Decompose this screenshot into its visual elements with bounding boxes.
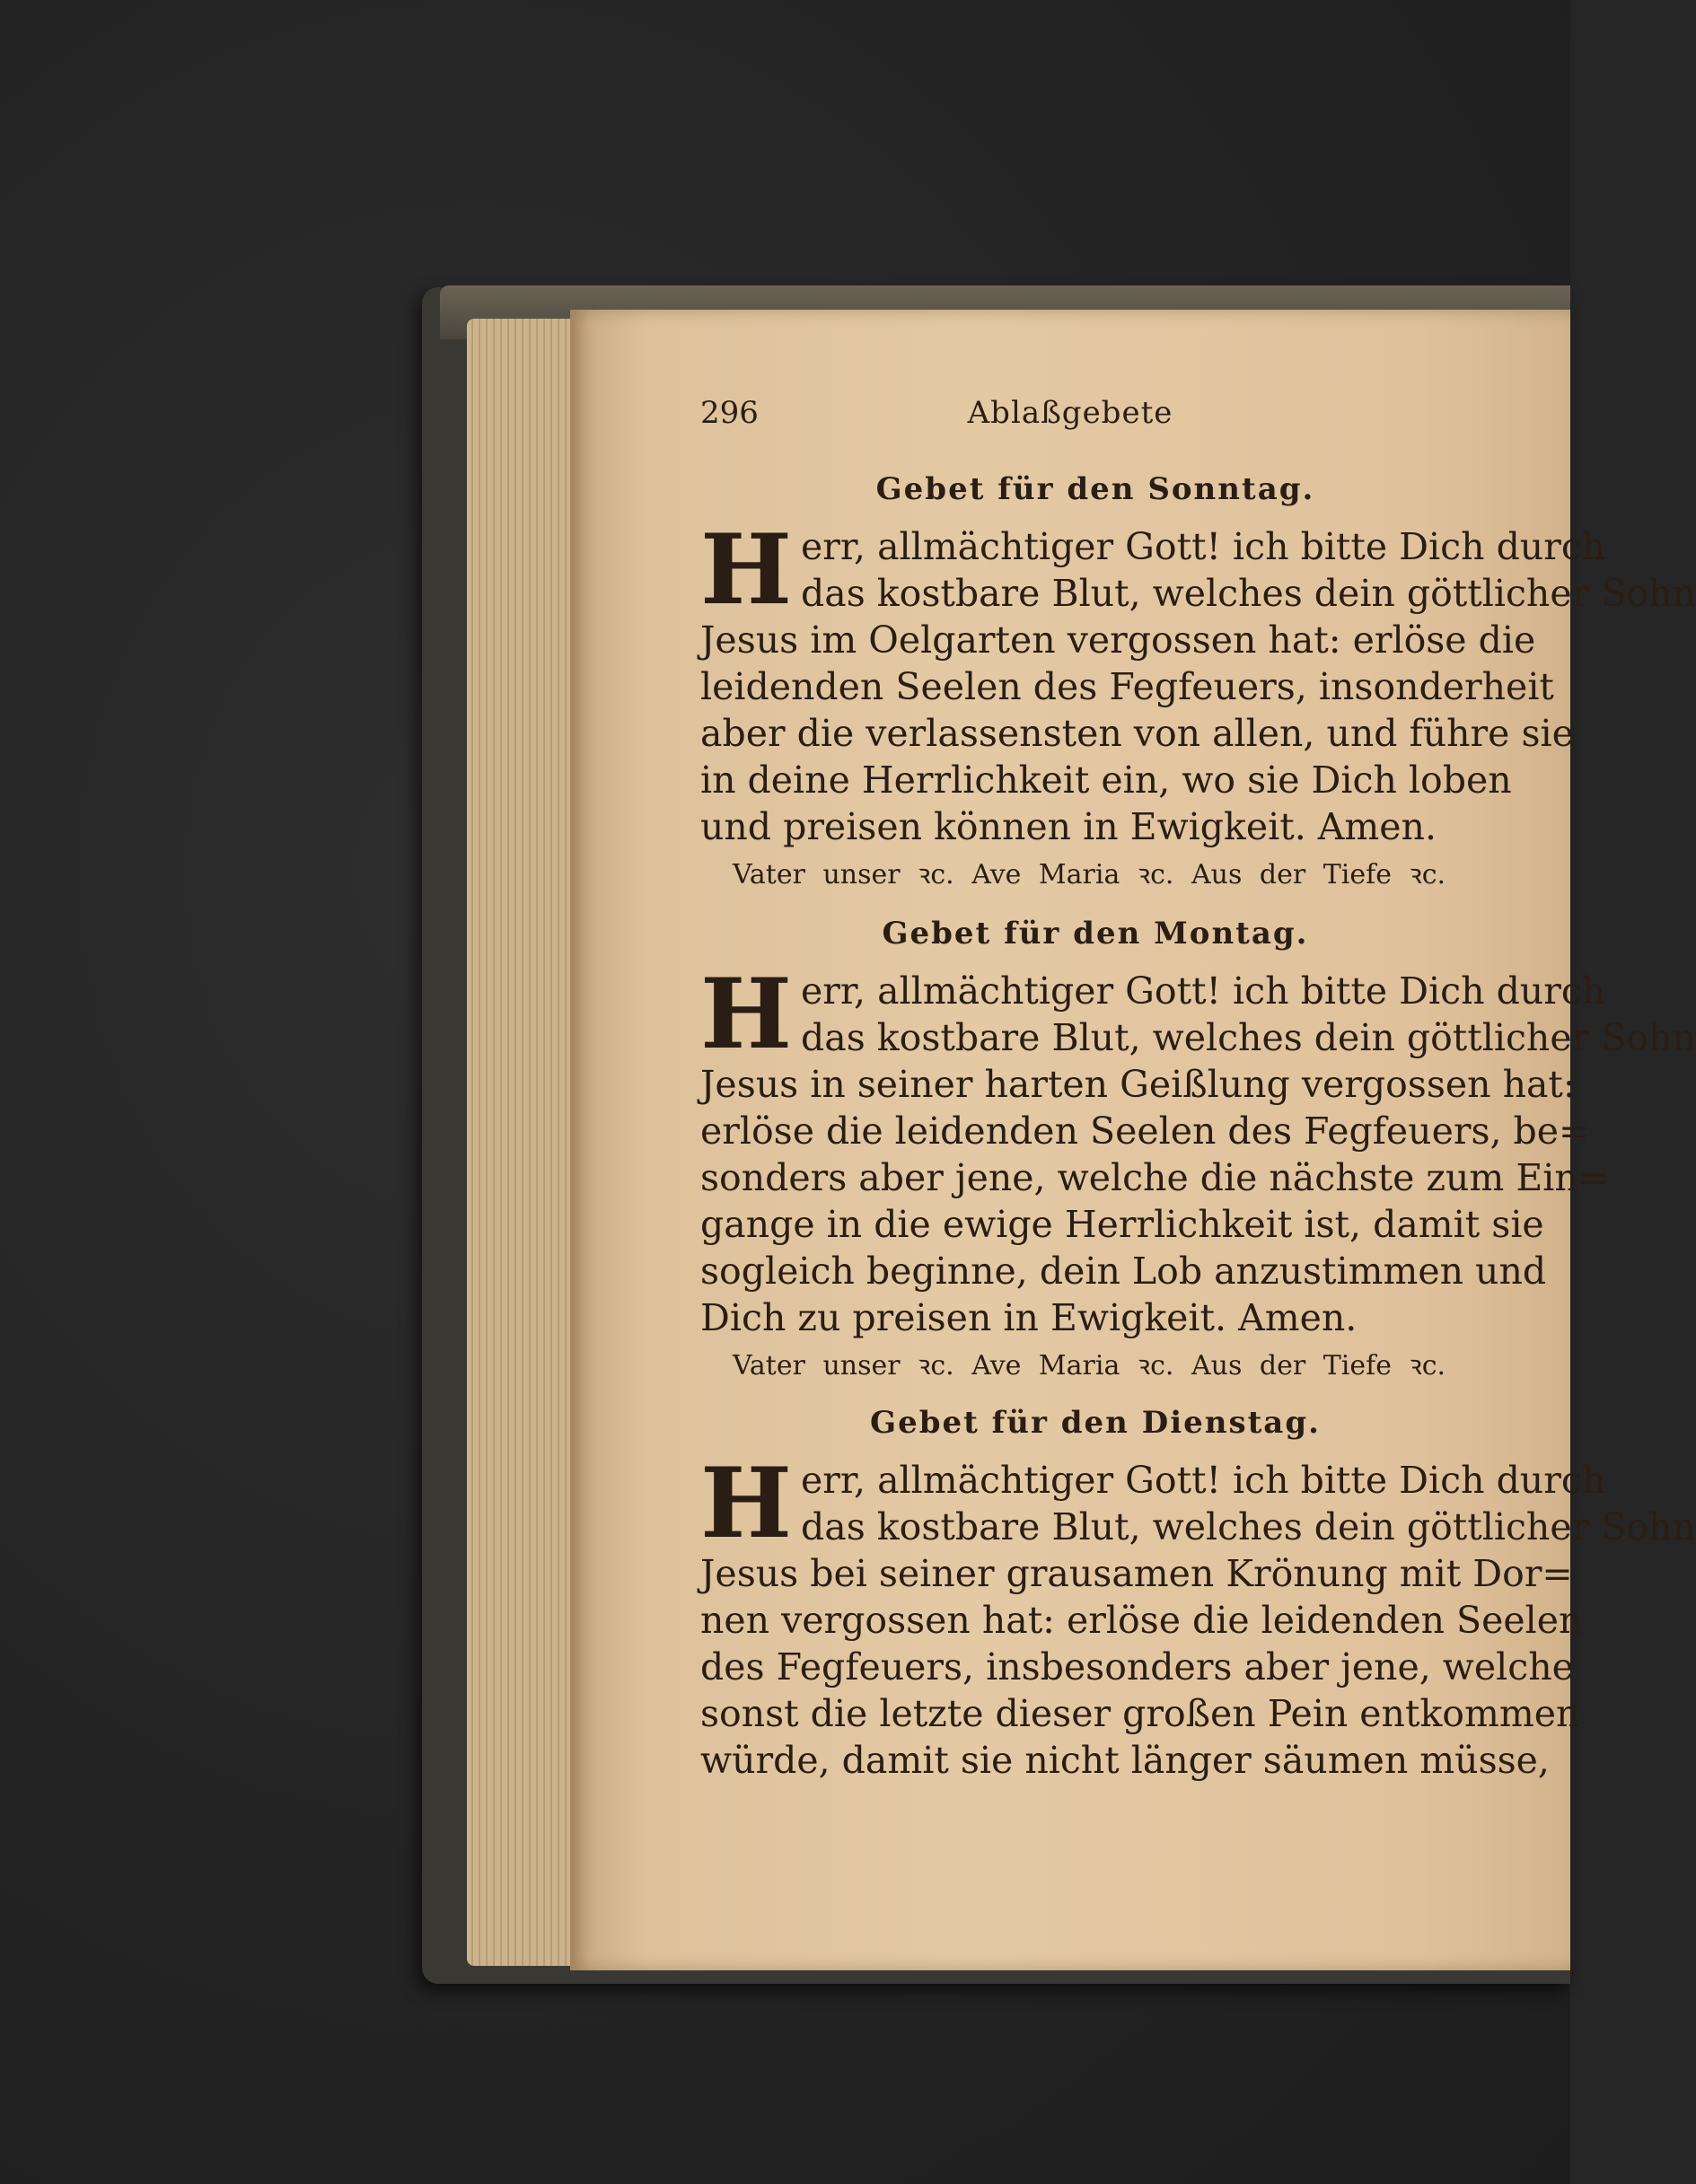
section-title: Gebet für den Montag. (882, 916, 1309, 952)
page-edges (467, 319, 575, 1966)
text-line: nen vergossen hat: erlöse die leidenden Seelen (700, 1599, 1583, 1642)
text-line: erlöse die leidenden Seelen des Fegfeuers, be= (700, 1110, 1590, 1153)
prayer-refrain: Vater unser ꝛc. Ave Maria ꝛc. Aus der Tiefe ꝛc. (733, 1350, 1446, 1381)
drop-cap-initial: H (700, 1447, 793, 1560)
section-title: Gebet für den Dienstag. (870, 1405, 1321, 1441)
text-line: Jesus im Oelgarten vergossen hat: erlöse die (700, 618, 1536, 662)
text-line: sonders aber jene, welche die nächste zum Ein= (700, 1156, 1610, 1199)
prayer-section-monday (700, 907, 1696, 1386)
text-line: sogleich beginne, dein Lob anzustimmen und (700, 1250, 1547, 1293)
text-line: aber die verlassensten von allen, und führe sie (700, 712, 1574, 755)
prayer-refrain: Vater unser ꝛc. Ave Maria ꝛc. Aus der Tiefe ꝛc. (733, 859, 1446, 890)
text-line: leidenden Seelen des Fegfeuers, insonderheit (700, 665, 1554, 708)
text-line: würde, damit sie nicht länger säumen müsse, (700, 1739, 1550, 1782)
text-line: sonst die letzte dieser großen Pein entkommen (700, 1692, 1580, 1735)
drop-cap-initial: H (700, 958, 793, 1071)
text-line: err, allmächtiger Gott! ich bitte Dich durch (801, 1459, 1606, 1502)
drop-cap-initial: H (700, 513, 793, 627)
text-line: des Fegfeuers, insbesonders aber jene, welche (700, 1645, 1574, 1688)
text-line: gange in die ewige Herrlichkeit ist, damit sie (700, 1203, 1544, 1246)
text-line: Jesus in seiner harten Geißlung vergossen hat: (700, 1063, 1576, 1106)
prayer-text (700, 1447, 1696, 1784)
text-line: das kostbare Blut, welches dein göttlicher Sohn (801, 1016, 1696, 1059)
page-number: 296 (700, 395, 759, 431)
prayer-section-tuesday (700, 1396, 1696, 1784)
prayer-text (700, 958, 1696, 1341)
text-line: Jesus bei seiner grausamen Krönung mit Dor= (700, 1552, 1573, 1595)
book-page (570, 310, 1696, 1970)
running-title: Ablaßgebete (967, 395, 1173, 431)
prayer-text (700, 513, 1696, 850)
text-line: err, allmächtiger Gott! ich bitte Dich durch (801, 525, 1606, 568)
text-line: Dich zu preisen in Ewigkeit. Amen. (700, 1296, 1358, 1339)
text-line: in deine Herrlichkeit ein, wo sie Dich loben (700, 759, 1512, 802)
text-line: das kostbare Blut, welches dein göttlicher Sohn (801, 572, 1696, 615)
section-title: Gebet für den Sonntag. (875, 471, 1315, 507)
page-header (570, 395, 1570, 440)
text-line: und preisen können in Ewigkeit. Amen. (700, 805, 1437, 848)
text-line: das kostbare Blut, welches dein göttlicher Sohn (801, 1505, 1696, 1548)
prayer-section-sunday (700, 462, 1696, 895)
text-line: err, allmächtiger Gott! ich bitte Dich durch (801, 969, 1606, 1013)
